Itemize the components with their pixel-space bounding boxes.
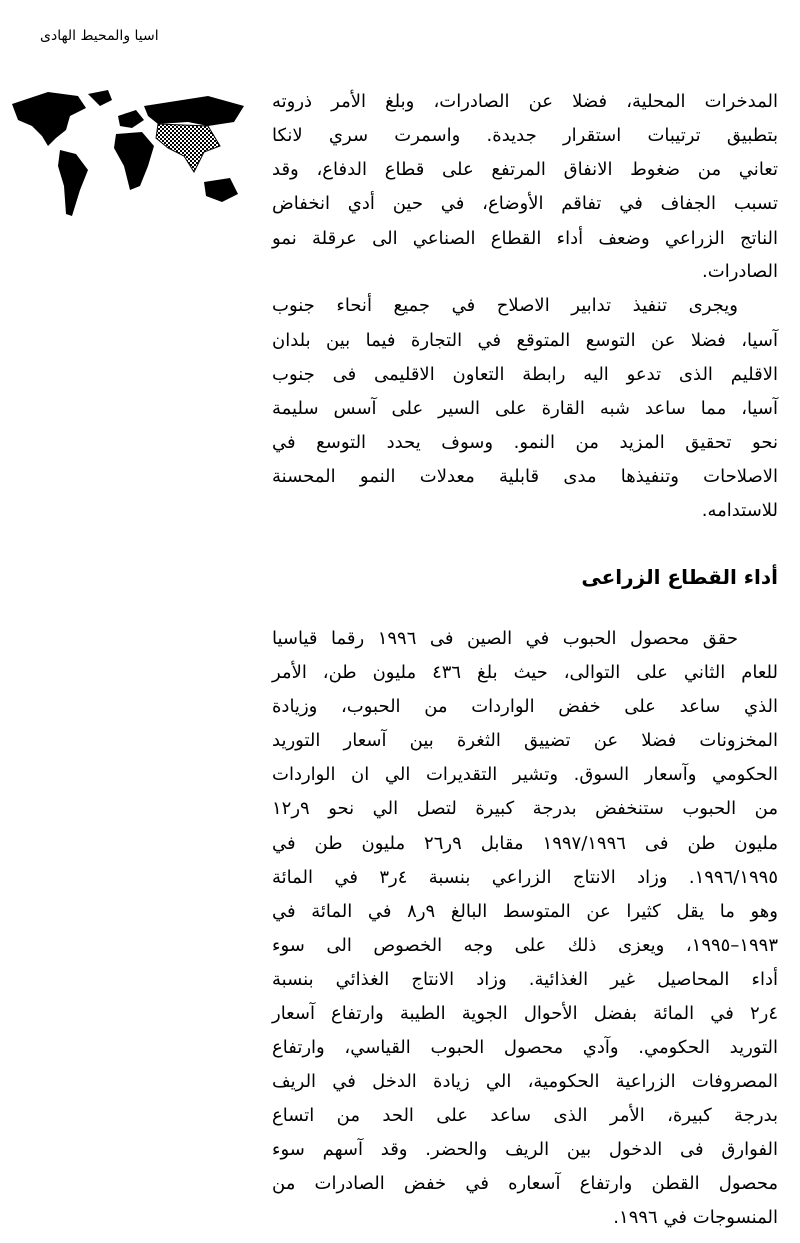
text-line: التوريد الحكومي. وآدي محصول الحبوب القياسي، وارتفاع <box>272 1037 778 1058</box>
text-line: ويجرى تنفيذ تدابير الاصلاح في جميع أنحاء جنوب <box>272 295 738 316</box>
text-line: الصادرات. <box>702 261 778 282</box>
text-line: الذي ساعد على خفض الواردات من الحبوب، وزيادة <box>272 696 778 717</box>
text-line: تسبب الجفاف في تفاقم الأوضاع، في حين أدي انخفاض <box>272 193 778 214</box>
text-line: آسيا، مما ساعد شبه القارة على السير على آسس سليمة <box>272 398 778 419</box>
text-line: للعام الثاني على التوالى، حيث بلغ ٤٣٦ مليون طن، الأمر <box>272 662 778 683</box>
text-line: حقق محصول الحبوب في الصين فى ١٩٩٦ رقما قياسيا <box>272 628 738 649</box>
text-line: الاقليم الذى تدعو اليه رابطة التعاون الاقليمى فى جنوب <box>272 364 778 385</box>
text-line: أداء المحاصيل غير الغذائية. وزاد الانتاج الغذائي بنسبة <box>272 969 778 990</box>
text-line: تعاني من ضغوط الانفاق المرتفع على قطاع الدفاع، وقد <box>272 159 778 180</box>
text-line: بتطبيق ترتيبات استقرار جديدة. واسمرت سري لانكا <box>272 125 778 146</box>
text-line: ١٩٩٦/١٩٩٥. وزاد الانتاج الزراعي بنسبة ٤ر٣ في المائة <box>272 867 778 888</box>
text-line: ١٩٩٣–١٩٩٥، ويعزى ذلك على وجه الخصوص الى سوء <box>272 935 778 956</box>
text-line: الفوارق فى الدخول بين الريف والحضر. وقد آسهم سوء <box>272 1139 778 1160</box>
text-line: محصول القطن وارتفاع آسعاره في خفض الصادرات من <box>272 1173 778 1194</box>
world-map-icon <box>8 86 252 226</box>
text-line: من الحبوب ستنخفض بدرجة كبيرة لتصل الي نحو ٩ر١٢ <box>272 798 778 819</box>
text-line: بدرجة كبيرة، الأمر الذى ساعد على الحد من اتساع <box>272 1105 778 1126</box>
text-line: ٤ر٢ في المائة بفضل الأحوال الجوية الطيبة وارتفاع آسعار <box>272 1003 778 1024</box>
text-line: نحو تحقيق المزيد من النمو. وسوف يحدد التوسع في <box>272 432 778 453</box>
text-line: الناتج الزراعي وضعف أداء القطاع الصناعي الى عرقلة نمو <box>272 228 778 249</box>
section-heading: أداء القطاع الزراعى <box>581 565 778 589</box>
text-line: للاستدامه. <box>701 500 778 521</box>
text-line: المدخرات المحلية، فضلا عن الصادرات، وبلغ الأمر ذروته <box>272 91 778 112</box>
running-head: اسيا والمحيط الهادى <box>40 28 159 44</box>
text-line: الحكومي وآسعار السوق. وتشير التقديرات الي ان الواردات <box>272 764 778 785</box>
text-line: المصروفات الزراعية الحكومية، الي زيادة الدخل في الريف <box>272 1071 778 1092</box>
text-line: وهو ما يقل كثيرا عن المتوسط البالغ ٩ر٨ في المائة في <box>272 901 778 922</box>
text-line: المنسوجات في ١٩٩٦. <box>613 1207 778 1228</box>
text-line: المخزونات فضلا عن تضييق الثغرة بين آسعار التوريد <box>272 730 778 751</box>
text-line: مليون طن فى ١٩٩٧/١٩٩٦ مقابل ٩ر٢٦ مليون طن في <box>272 833 778 854</box>
text-line: الاصلاحات وتنفيذها مدى قابلية معدلات النمو المحسنة <box>272 466 778 487</box>
text-line: آسيا، فضلا عن التوسع المتوقع في التجارة فيما بين بلدان <box>272 330 778 351</box>
